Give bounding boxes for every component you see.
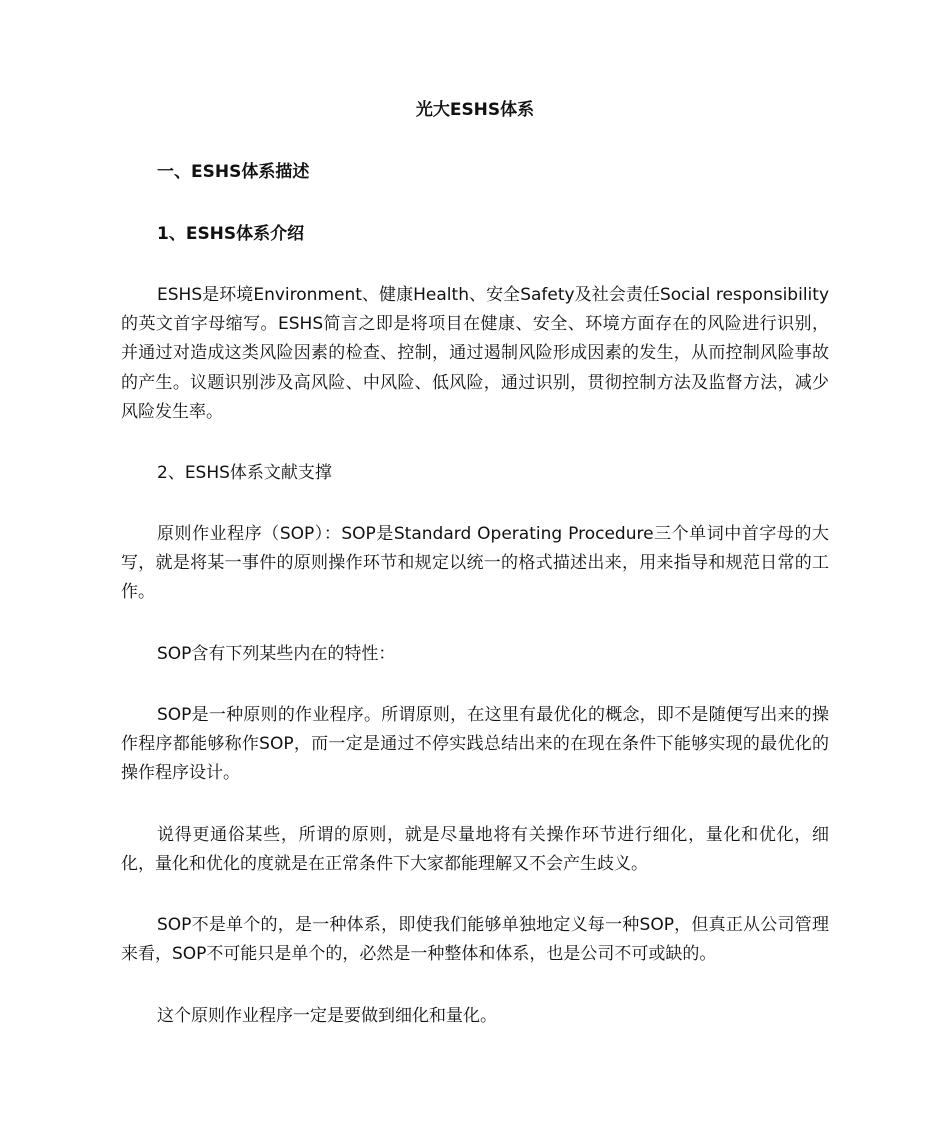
paragraph-sop-standard: SOP是一种原则的作业程序。所谓原则，在这里有最优化的概念，即不是随便写出来的操作程序都能够称作SOP，而一定是通过不停实践总结出来的在现在条件下能够实现的最优化的操作程序设计。 xyxy=(121,705,829,784)
paragraph-sop-quantify: 这个原则作业程序一定是要做到细化和量化。 xyxy=(157,1006,497,1026)
subsection-heading-eshs-literature: 2、ESHS体系文献支撑 xyxy=(157,463,332,483)
subsection-heading-eshs-intro: 1、ESHS体系介绍 xyxy=(157,224,305,244)
paragraph-sop-traits: SOP含有下列某些内在的特性： xyxy=(157,644,396,664)
document-title: 光大ESHS体系 xyxy=(415,100,535,120)
paragraph-sop-definition: 原则作业程序（SOP）：SOP是Standard Operating Procedure三个单词中首字母的大写，就是将某一事件的原则操作环节和规定以统一的格式描述出来，用来指导和规范日常的工作。 xyxy=(121,524,829,603)
paragraph-sop-plain: 说得更通俗某些，所谓的原则，就是尽量地将有关操作环节进行细化，量化和优化，细化，量化和优化的度就是在正常条件下大家都能理解又不会产生歧义。 xyxy=(121,825,829,875)
paragraph-sop-system: SOP不是单个的，是一种体系，即使我们能够单独地定义每一种SOP，但真正从公司管理来看，SOP不可能只是单个的，必然是一种整体和体系，也是公司不可或缺的。 xyxy=(121,915,829,965)
paragraph-eshs-intro: ESHS是环境Environment、健康Health、安全Safety及社会责任Social responsibility的英文首字母缩写。ESHS简言之即是将项目在健康、安全、环境方面存在的风险进行识别，并通过对造成这类风险因素的检查、控制，通过遏制风险形成因素的发生，从而控制风险事故的产生。议题识别涉及高风险、中风险、低风险，通过识别，贯彻控制方法及监督方法，减少风险发生率。 xyxy=(121,285,829,422)
section-heading-eshs-description: 一、ESHS体系描述 xyxy=(157,162,310,182)
document-page xyxy=(121,0,829,1129)
